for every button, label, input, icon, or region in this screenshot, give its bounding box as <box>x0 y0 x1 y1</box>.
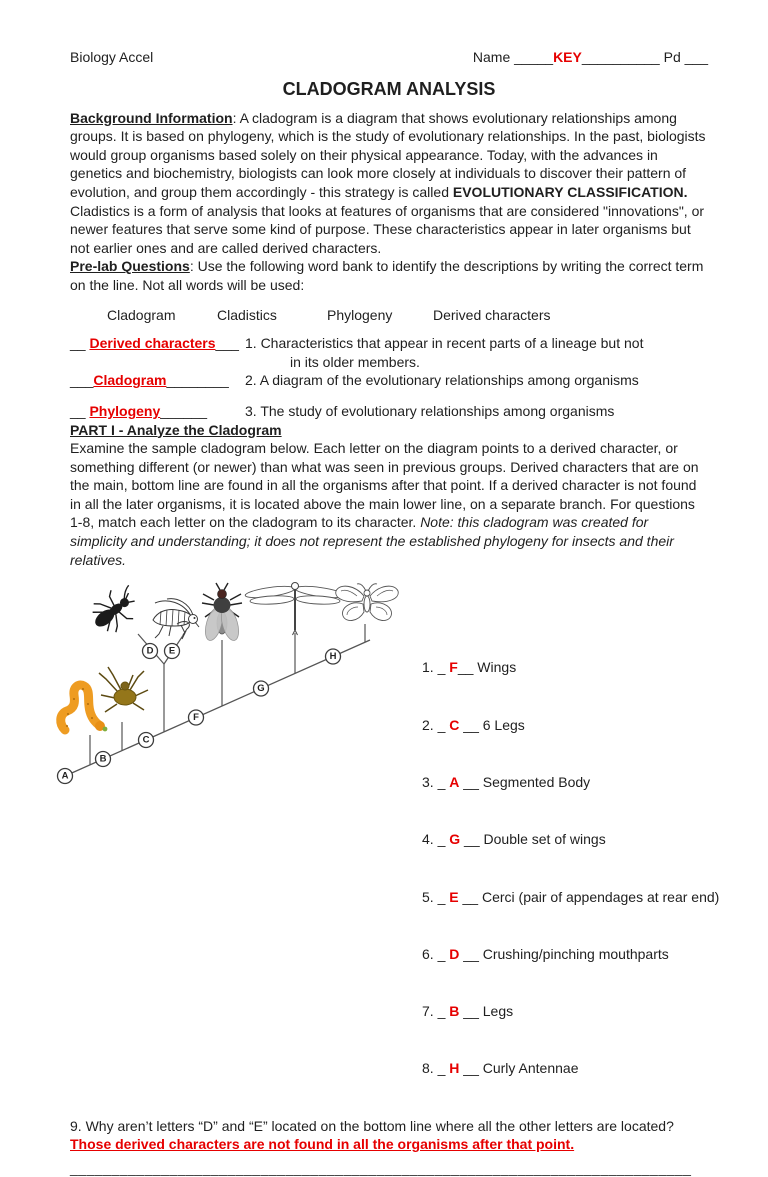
fly-illustration <box>202 583 242 642</box>
match-item-6 <box>422 945 719 964</box>
node-letter-d <box>143 644 158 659</box>
ant-illustration <box>85 580 147 639</box>
blank-underscores: ___ <box>215 335 239 352</box>
node-label-g: G <box>257 683 265 695</box>
match-label: 6 Legs <box>482 716 525 733</box>
dragonfly-illustration <box>245 583 346 636</box>
question-line: in its older members. <box>290 353 420 370</box>
match-number: 6. <box>422 945 434 962</box>
node-label-c: C <box>142 734 150 746</box>
grasshopper-illustration <box>153 599 199 639</box>
node-label-e: E <box>168 645 176 657</box>
match-item-5 <box>422 888 719 907</box>
blank-underscores: _ <box>433 831 450 848</box>
node-letter-b <box>96 752 111 767</box>
prelab-lead: Pre-lab Questions <box>70 258 190 275</box>
page-title: CLADOGRAM ANALYSIS <box>282 78 496 99</box>
match-answer: B <box>449 1003 460 1020</box>
background-text-2: Cladistics is a form of analysis that looks at features of organisms that are considered "innovations", or newer features that serve some kind of purpose. These characteristics appear in later organisms but not earlier ones and are called derived characters. <box>70 202 705 256</box>
blank-underscores: __ <box>459 1060 483 1077</box>
blank-underscores: _ <box>433 716 450 733</box>
node-letter-g <box>254 681 269 696</box>
match-number: 4. <box>422 831 434 848</box>
node-letter-f <box>189 710 204 725</box>
cladogram-nodes <box>58 644 341 784</box>
match-answer: G <box>449 831 461 848</box>
cladogram-figure <box>55 578 417 808</box>
name-blank-pre: _____ <box>514 49 554 65</box>
answer-blank-2 <box>70 371 245 390</box>
node-letter-h <box>326 649 341 664</box>
blank-underscores: __ <box>457 659 478 676</box>
match-answer: E <box>449 888 459 905</box>
blank-underscores: _ <box>433 888 450 905</box>
word-bank-item: Cladogram <box>107 306 176 323</box>
blank-underscores: __ <box>459 1003 483 1020</box>
match-label: Cerci (pair of appendages at rear end) <box>481 888 720 905</box>
match-answer: C <box>449 716 460 733</box>
pd-blank: ___ <box>684 49 708 65</box>
blank-underscores: ___ <box>70 372 94 389</box>
prelab-intro: : Use the following word bank to identify the descriptions by writing the correct term on the line. Not all words will be used: <box>70 258 704 293</box>
match-item-4 <box>422 830 719 849</box>
background-paragraph <box>70 109 708 258</box>
name-answer: KEY <box>553 49 582 65</box>
match-number: 2. <box>422 716 434 733</box>
question-9-answer: Those derived characters are not found in all the organisms after that point. <box>70 1136 575 1153</box>
match-number: 7. <box>422 1003 434 1020</box>
prelab-question-3 <box>70 402 708 421</box>
figure-section <box>55 578 720 1116</box>
answer-text: Cladogram <box>93 372 167 389</box>
answer-blank-1 <box>70 334 245 371</box>
blank-underscores: _ <box>433 659 450 676</box>
answer-blank-line: ___________________________________________________________________________ <box>70 1159 692 1176</box>
node-label-b: B <box>99 753 107 765</box>
match-label: Double set of wings <box>483 831 606 848</box>
page-header <box>70 48 708 67</box>
prelab-question-2 <box>70 371 708 390</box>
blank-underscores: __ <box>70 335 90 352</box>
blank-underscores: __ <box>459 774 483 790</box>
node-label-h: H <box>329 651 337 663</box>
node-label-d: D <box>146 645 154 657</box>
part1-note: Note: this cladogram was created for simplicity and understanding; it does not represent the established phylogeny for insects and their relatives. <box>70 514 674 568</box>
matching-questions <box>422 578 719 1116</box>
match-label: Segmented Body <box>482 774 591 790</box>
word-bank-item: Phylogeny <box>327 306 393 323</box>
spider-illustration <box>99 667 148 712</box>
question-text-3 <box>245 402 708 421</box>
blank-underscores: __ <box>459 716 483 733</box>
match-answer: F <box>449 659 458 676</box>
blank-underscores: __ <box>460 831 484 848</box>
match-number: 5. <box>422 888 434 905</box>
answer-blank-3 <box>70 402 245 421</box>
blank-underscores: _ <box>433 1003 450 1020</box>
node-letter-c <box>139 733 154 748</box>
name-line <box>473 48 708 67</box>
question-9: 9. Why aren’t letters “D” and “E” located on the bottom line where all the other letters are located? <box>70 1117 674 1134</box>
match-label: Legs <box>482 1003 514 1020</box>
question-text-1 <box>245 334 708 371</box>
match-number: 8. <box>422 1060 434 1077</box>
name-label: Name <box>472 49 515 65</box>
blank-underscores: __ <box>459 945 483 962</box>
name-blank-post: __________ <box>581 49 660 65</box>
node-letter-e <box>165 644 180 659</box>
match-label: Wings <box>477 659 517 676</box>
blank-underscores: _ <box>433 1060 450 1077</box>
part1-paragraph <box>70 439 708 569</box>
answer-text: Derived characters <box>89 335 216 352</box>
answer-text: Phylogeny <box>89 402 161 419</box>
match-item-1 <box>422 658 719 677</box>
blank-underscores: ________ <box>166 372 229 389</box>
node-label-a: A <box>61 770 69 782</box>
node-label-f: F <box>193 712 199 724</box>
prelab-question-1 <box>70 334 708 371</box>
question-text-2 <box>245 371 708 390</box>
background-emphasis: EVOLUTIONARY CLASSIFICATION. <box>452 183 688 200</box>
match-number: 1. <box>422 659 434 676</box>
prelab-paragraph <box>70 257 708 294</box>
caterpillar-illustration <box>61 685 108 731</box>
match-label: Curly Antennae <box>482 1060 579 1077</box>
part1-body: Examine the sample cladogram below. Each letter on the diagram points to a derived character, or something different (or newer) than what was seen in previous groups. Derived characters that are on the main, bottom line are found in all the organisms after that point. If a derived character is not found in all the later organisms, it is located above the main lower line, on a separate branch. For questions 1-8, match each letter on the cladogram to its character. <box>70 440 699 531</box>
part1-heading-row <box>70 421 708 440</box>
blank-underscores: _ <box>433 774 450 790</box>
background-text-1: : A cladogram is a diagram that shows evolutionary relationships among groups. It is based on phylogeny, which is the study of evolutionary relationships. In the past, biologists would group organisms based solely on their physical appearance. Today, with the advances in genetics and biochemistry, biologists can look more closely at individuals to discover their pattern of evolution, and group them accordingly - this strategy is called <box>70 109 706 200</box>
blank-underscores: _ <box>433 945 450 962</box>
background-lead: Background Information <box>70 109 233 126</box>
pd-label: Pd <box>659 49 685 65</box>
prelab-answer-rows <box>70 334 708 420</box>
butterfly-illustration <box>336 584 398 621</box>
match-answer: A <box>449 774 460 790</box>
question-line: 1. Characteristics that appear in recent parts of a lineage but not <box>245 335 644 352</box>
match-number: 3. <box>422 774 434 790</box>
match-answer: H <box>449 1060 460 1077</box>
match-item-7 <box>422 1002 719 1021</box>
match-item-8 <box>422 1059 719 1078</box>
blank-underscores: ______ <box>160 402 207 419</box>
word-bank-item: Cladistics <box>217 306 277 323</box>
match-item-2 <box>422 716 719 735</box>
blank-underscores: __ <box>458 888 482 905</box>
node-letter-a <box>58 769 73 784</box>
word-bank-item: Derived characters <box>433 306 551 323</box>
match-label: Crushing/pinching mouthparts <box>482 945 669 962</box>
match-item-3 <box>422 773 719 792</box>
word-bank <box>107 306 708 325</box>
match-answer: D <box>449 945 460 962</box>
blank-underscores: __ <box>70 402 90 419</box>
part1-heading: PART I - Analyze the Cladogram <box>70 421 282 438</box>
question-line: 2. A diagram of the evolutionary relationships among organisms <box>245 372 639 389</box>
question-line: 3. The study of evolutionary relationships among organisms <box>245 402 615 419</box>
course-label: Biology Accel <box>70 49 154 65</box>
